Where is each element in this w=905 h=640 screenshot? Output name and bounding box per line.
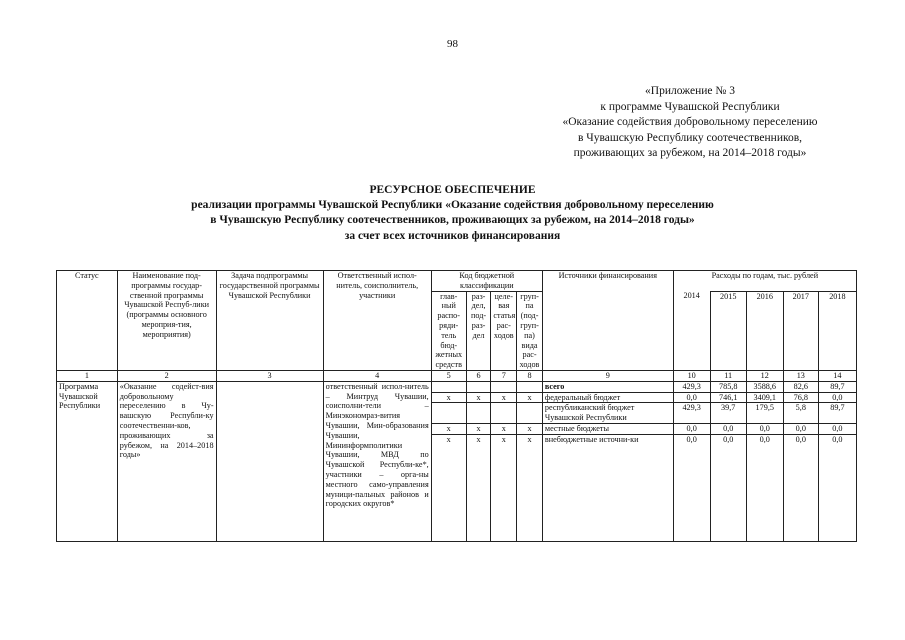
header-row <box>57 271 857 292</box>
value-cell: 0,0 <box>710 434 746 444</box>
appendix-line: «Приложение № 3 <box>645 85 735 97</box>
budget-code-cell: х <box>431 423 466 434</box>
source-cell: местные бюджеты <box>542 423 673 434</box>
source-cell: республиканский бюджет Чувашской Республики <box>542 403 673 424</box>
appendix-line: в Чувашскую Республику соотечественников, <box>577 131 803 144</box>
value-cell: 39,7 <box>710 403 746 424</box>
header-task: Задача подпрограммы государственной программы Чувашской Республики <box>216 271 323 371</box>
row-executor: ответственный испол-нитель – Минтруд Чувашии, соисполни-тели – Минэкономраз-вития Чувашии, Мин-образования Чувашии, Мининформполитики Чувашии, МВД по Чувашской Республи-ке*, участники – орга-ны местного само-управления муници-пальных районов и городских округов* <box>323 381 431 541</box>
column-number: 9 <box>542 370 673 381</box>
value-cell: 0,0 <box>818 434 856 444</box>
appendix-heading <box>500 84 880 162</box>
header-name: Наименование под-программы государ-ственной программы Чувашской Респуб-лики (программы основного мероприя-тия, мероприятия) <box>117 271 216 371</box>
blank-cell <box>491 445 517 542</box>
source-cell: всего <box>542 381 673 392</box>
table-row <box>57 381 857 392</box>
resource-table <box>56 270 857 542</box>
value-cell: 76,8 <box>783 392 818 403</box>
source-cell: внебюджетные источни-ки <box>542 434 673 444</box>
value-cell: 0,0 <box>783 423 818 434</box>
budget-code-cell: х <box>491 392 517 403</box>
appendix-line: проживающих за рубежом, на 2014–2018 годы» <box>573 147 807 159</box>
budget-code-cell: х <box>466 392 491 403</box>
value-cell: 89,7 <box>818 403 856 424</box>
title-line: в Чувашскую Республику соотечественников, проживающих за рубежом, на 2014–2018 годы» <box>210 214 695 227</box>
header-code-article: целе-вая статья рас-ходов <box>491 291 517 370</box>
header-year: 2015 <box>710 291 746 370</box>
page-number: 98 <box>447 38 458 50</box>
value-cell: 0,0 <box>746 423 783 434</box>
budget-code-cell: х <box>491 423 517 434</box>
column-number: 3 <box>216 370 323 381</box>
blank-cell <box>431 445 466 542</box>
row-task <box>216 381 323 541</box>
blank-cell <box>746 445 783 542</box>
budget-code-cell <box>517 381 543 392</box>
blank-cell <box>673 445 710 542</box>
column-number: 2 <box>117 370 216 381</box>
header-budget-code: Код бюджетной классификации <box>431 271 542 292</box>
column-number: 6 <box>466 370 491 381</box>
blank-cell <box>783 445 818 542</box>
budget-code-cell: х <box>491 434 517 444</box>
column-number: 14 <box>818 370 856 381</box>
budget-code-cell <box>517 403 543 424</box>
blank-cell <box>710 445 746 542</box>
title-line: РЕСУРСНОЕ ОБЕСПЕЧЕНИЕ <box>369 184 536 196</box>
document-title <box>0 183 905 244</box>
value-cell: 0,0 <box>818 423 856 434</box>
value-cell: 0,0 <box>673 434 710 444</box>
budget-code-cell: х <box>517 434 543 444</box>
blank-cell <box>517 445 543 542</box>
header-year: 2017 <box>783 291 818 370</box>
budget-code-cell: х <box>466 423 491 434</box>
value-cell: 0,0 <box>818 392 856 403</box>
budget-code-cell: х <box>517 392 543 403</box>
column-number: 5 <box>431 370 466 381</box>
value-cell: 0,0 <box>710 423 746 434</box>
header-code-group: груп-па (под-груп-па) вида рас-ходов <box>517 291 543 370</box>
budget-code-cell <box>431 381 466 392</box>
value-cell: 82,6 <box>783 381 818 392</box>
column-number-row <box>57 370 857 381</box>
header-expenses: Расходы по годам, тыс. рублей <box>673 271 856 292</box>
budget-code-cell <box>491 381 517 392</box>
value-cell: 785,8 <box>710 381 746 392</box>
source-cell: федеральный бюджет <box>542 392 673 403</box>
header-year: 2018 <box>818 291 856 370</box>
column-number: 13 <box>783 370 818 381</box>
value-cell: 746,1 <box>710 392 746 403</box>
header-code-section: раз-дел, под-раз-дел <box>466 291 491 370</box>
blank-cell <box>542 445 673 542</box>
budget-code-cell: х <box>431 434 466 444</box>
title-line: реализации программы Чувашской Республики «Оказание содействия добровольному переселению <box>191 199 714 212</box>
budget-code-cell <box>431 403 466 424</box>
budget-code-cell: х <box>517 423 543 434</box>
appendix-line: «Оказание содействия добровольному переселению <box>562 116 818 128</box>
value-cell: 0,0 <box>673 423 710 434</box>
budget-code-cell <box>466 381 491 392</box>
value-cell: 89,7 <box>818 381 856 392</box>
column-number: 11 <box>710 370 746 381</box>
budget-code-cell: х <box>431 392 466 403</box>
header-status: Статус <box>57 271 118 371</box>
blank-cell <box>466 445 491 542</box>
value-cell: 5,8 <box>783 403 818 424</box>
column-number: 7 <box>491 370 517 381</box>
row-name: «Оказание содейст-вия добровольному переселению в Чу-вашскую Республи-ку соотечественни-ков, проживающих за рубежом, на 2014–2018 годы» <box>117 381 216 541</box>
value-cell: 0,0 <box>746 434 783 444</box>
blank-cell <box>818 445 856 542</box>
appendix-line: к программе Чувашской Республики <box>600 100 780 113</box>
value-cell: 0,0 <box>673 392 710 403</box>
header-year: 2014 <box>673 291 710 370</box>
value-cell: 3409,1 <box>746 392 783 403</box>
value-cell: 3588,6 <box>746 381 783 392</box>
column-number: 8 <box>517 370 543 381</box>
column-number: 1 <box>57 370 118 381</box>
header-code-main: глав-ный распо-ряди-тель бюд-жетных средств <box>431 291 466 370</box>
value-cell: 429,3 <box>673 403 710 424</box>
value-cell: 429,3 <box>673 381 710 392</box>
budget-code-cell <box>491 403 517 424</box>
row-status: Программа Чувашской Республики <box>57 381 118 541</box>
title-line: за счет всех источников финансирования <box>344 229 561 242</box>
column-number: 4 <box>323 370 431 381</box>
value-cell: 0,0 <box>783 434 818 444</box>
header-year: 2016 <box>746 291 783 370</box>
header-sources: Источники финансирования <box>542 271 673 371</box>
budget-code-cell <box>466 403 491 424</box>
column-number: 12 <box>746 370 783 381</box>
header-executor: Ответственный испол-нитель, соисполнитель, участники <box>323 271 431 371</box>
budget-code-cell: х <box>466 434 491 444</box>
column-number: 10 <box>673 370 710 381</box>
value-cell: 179,5 <box>746 403 783 424</box>
